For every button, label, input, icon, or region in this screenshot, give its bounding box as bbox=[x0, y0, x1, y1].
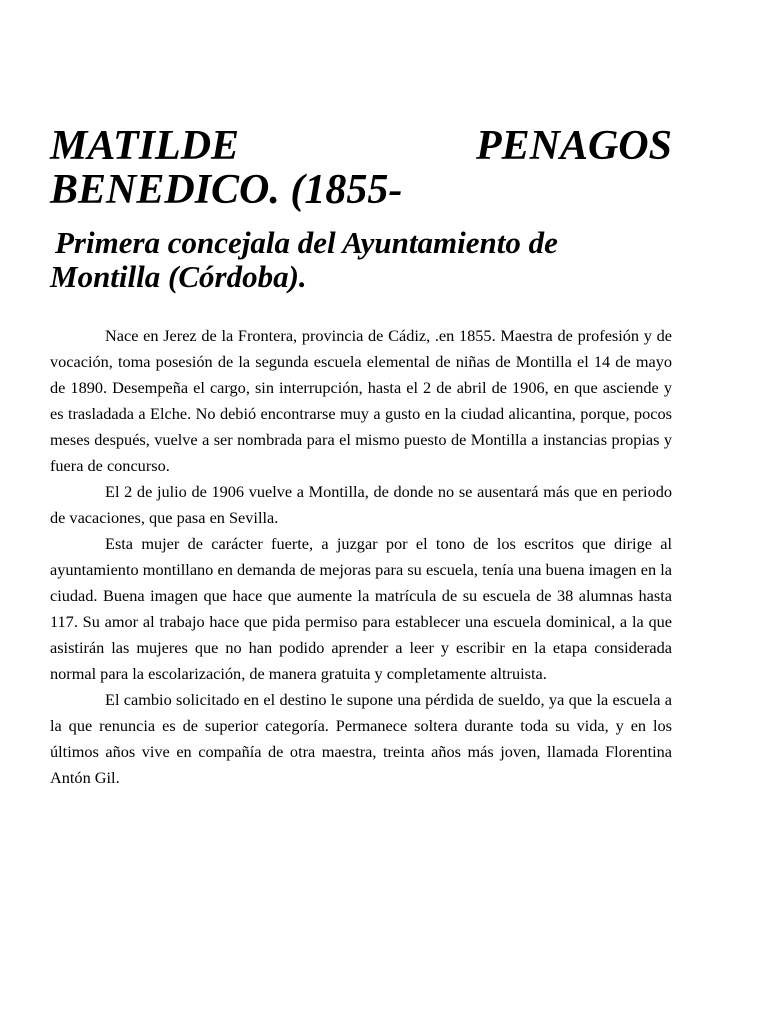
paragraph-4: El cambio solicitado en el destino le supone una pérdida de sueldo, ya que la escuela a la que renuncia es de superior categoría. Permanece soltera durante toda su vida, y en los últimos años vive en compañía de otra maestra, treinta años más joven, llamada Florentina Antón Gil. bbox=[50, 690, 672, 787]
document-content bbox=[50, 124, 672, 791]
title-line-1: MATILDE PENAGOS bbox=[50, 123, 672, 169]
paragraph-3: Esta mujer de carácter fuerte, a juzgar por el tono de los escritos que dirige al ayuntamiento montillano en demanda de mejoras para su escuela, tenía una buena imagen en la ciudad. Buena imagen que hace que aumente la matrícula de su escuela de 38 alumnas hasta 117. Su amor al trabajo hace que pida permiso para establecer una escuela dominical, a la que asistirán las mujeres que no han podido aprender a leer y escribir en la etapa considerada normal para la escolarización, de manera gratuita y completamente altruista. bbox=[50, 534, 672, 683]
document-subtitle: Primera concejala del Ayuntamiento de Montilla (Córdoba). bbox=[50, 225, 558, 294]
document-title bbox=[50, 124, 672, 212]
document-body bbox=[50, 323, 672, 791]
paragraph-1: Nace en Jerez de la Frontera, provincia de Cádiz, .en 1855. Maestra de profesión y de vocación, toma posesión de la segunda escuela elemental de niñas de Montilla el 14 de mayo de 1890. Desempeña el cargo, sin interrupción, hasta el 2 de abril de 1906, en que asciende y es trasladada a Elche. No debió encontrarse muy a gusto en la ciudad alicantina, porque, pocos meses después, vuelve a ser nombrada para el mismo puesto de Montilla a instancias propias y fuera de concurso. bbox=[50, 326, 672, 475]
title-line-2: BENEDICO. (1855- bbox=[50, 167, 403, 213]
paragraph-2: El 2 de julio de 1906 vuelve a Montilla, de donde no se ausentará más que en periodo de vacaciones, que pasa en Sevilla. bbox=[50, 482, 672, 527]
